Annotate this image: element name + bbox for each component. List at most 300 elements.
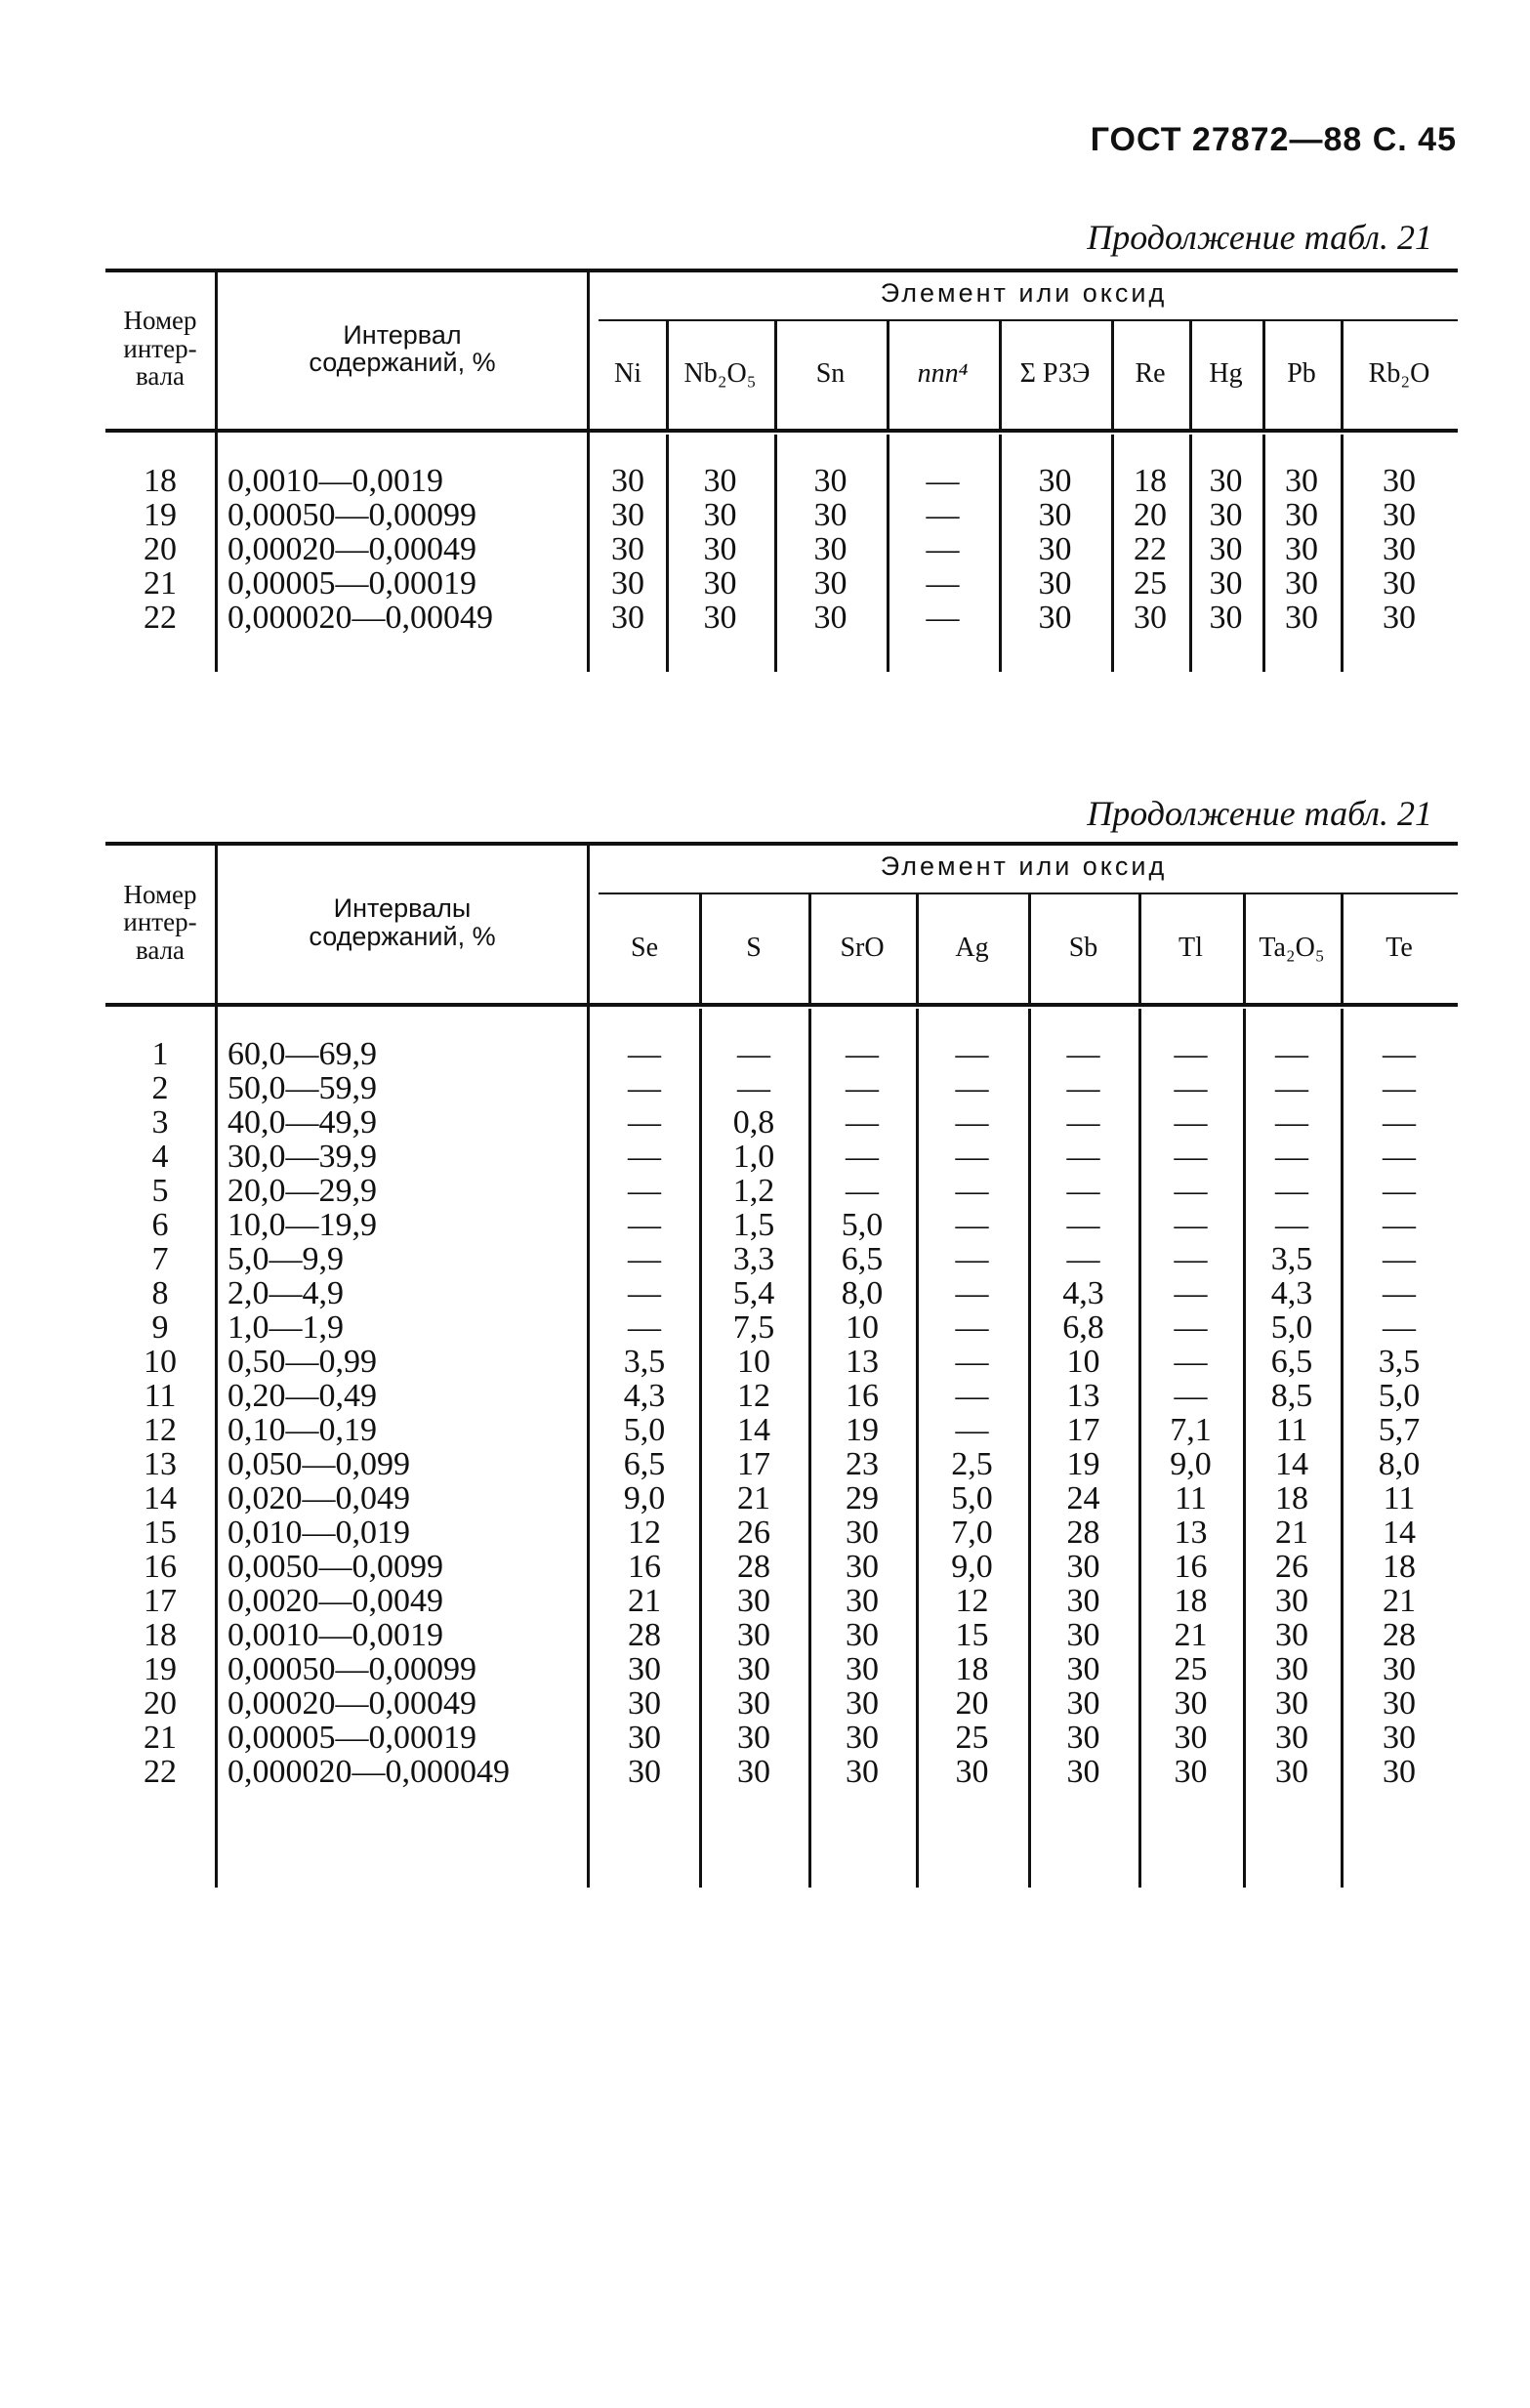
table1 xyxy=(105,269,1458,698)
cell-ag: — xyxy=(955,1207,989,1243)
cell-sro: 10 xyxy=(846,1309,879,1346)
cell-s: 5,4 xyxy=(732,1275,775,1311)
row-range: 0,10—0,19 xyxy=(227,1412,377,1448)
cell-se: 30 xyxy=(628,1651,661,1687)
cell-se: — xyxy=(628,1207,661,1243)
cell-s: 21 xyxy=(737,1480,770,1516)
cell-rb2o: 30 xyxy=(1383,463,1416,499)
cell-hg: 30 xyxy=(1209,600,1243,636)
cell-sro: — xyxy=(846,1070,879,1106)
col-header-element: Ni xyxy=(614,358,641,390)
cell-tl: 7,1 xyxy=(1170,1412,1212,1448)
cell-sro: 30 xyxy=(846,1685,879,1722)
cell-te: 11 xyxy=(1383,1480,1416,1516)
cell-se: 9,0 xyxy=(623,1480,666,1516)
cell-s: 17 xyxy=(737,1446,770,1482)
cell-ag: — xyxy=(955,1412,989,1448)
cell-ag: 18 xyxy=(955,1651,989,1687)
cell-sb: 6,8 xyxy=(1062,1309,1104,1346)
cell-hg: 30 xyxy=(1209,497,1243,533)
cell-te: — xyxy=(1383,1104,1416,1141)
cell-se: 21 xyxy=(628,1583,661,1619)
row-range: 0,0010—0,0019 xyxy=(227,1617,443,1653)
cell-s: 30 xyxy=(737,1651,770,1687)
cell-ag: — xyxy=(955,1275,989,1311)
row-number: 6 xyxy=(151,1207,169,1243)
row-number: 8 xyxy=(151,1275,169,1311)
cell-ta2o5: 30 xyxy=(1275,1685,1308,1722)
cell-ag: — xyxy=(955,1378,989,1414)
row-number: 18 xyxy=(144,463,177,499)
cell-se: — xyxy=(628,1070,661,1106)
cell-sb: — xyxy=(1066,1036,1100,1072)
cell-s: 30 xyxy=(737,1583,770,1619)
row-range: 0,00050—0,00099 xyxy=(227,1651,476,1687)
cell-se: — xyxy=(628,1275,661,1311)
cell-nb2o5: 30 xyxy=(703,600,737,636)
row-number: 7 xyxy=(151,1241,169,1277)
cell-te: 18 xyxy=(1383,1549,1416,1585)
row-range: 0,0020—0,0049 xyxy=(227,1583,443,1619)
cell-sro: 16 xyxy=(846,1378,879,1414)
cell-ppp: — xyxy=(926,600,960,636)
row-range: 0,00050—0,00099 xyxy=(227,497,476,533)
cell-sn: 30 xyxy=(813,600,848,636)
row-range: 0,20—0,49 xyxy=(227,1378,377,1414)
cell-ag: — xyxy=(955,1070,989,1106)
cell-sro: 30 xyxy=(846,1754,879,1790)
cell-sb: 30 xyxy=(1066,1651,1100,1687)
cell-te: 30 xyxy=(1383,1720,1416,1756)
row-range: 0,00020—0,00049 xyxy=(227,1685,476,1722)
cell-ta2o5: — xyxy=(1275,1070,1308,1106)
cell-ni: 30 xyxy=(611,600,644,636)
col-header-element: Se xyxy=(631,932,658,963)
cell-te: 5,0 xyxy=(1378,1378,1421,1414)
cell-te: — xyxy=(1383,1139,1416,1175)
cell-sb: 30 xyxy=(1066,1583,1100,1619)
row-number: 17 xyxy=(144,1583,177,1619)
row-range: 0,00005—0,00019 xyxy=(227,565,476,602)
row-range: 2,0—4,9 xyxy=(227,1275,344,1311)
cell-ni: 30 xyxy=(611,497,644,533)
row-number: 2 xyxy=(151,1070,169,1106)
cell-se: 5,0 xyxy=(623,1412,666,1448)
cell-te: — xyxy=(1383,1275,1416,1311)
cell-sro: 13 xyxy=(846,1344,879,1380)
cell-sum-rze: 30 xyxy=(1038,600,1072,636)
cell-re: 20 xyxy=(1134,497,1167,533)
cell-sro: 23 xyxy=(846,1446,879,1482)
cell-tl: — xyxy=(1174,1173,1208,1209)
cell-tl: — xyxy=(1174,1378,1208,1414)
cell-ppp: — xyxy=(926,531,960,567)
col-header-element: Pb xyxy=(1287,358,1316,390)
cell-pb: 30 xyxy=(1285,565,1318,602)
cell-ag: — xyxy=(955,1344,989,1380)
cell-sro: — xyxy=(846,1104,879,1141)
row-range: 50,0—59,9 xyxy=(227,1070,377,1106)
cell-ag: — xyxy=(955,1036,989,1072)
cell-s: 26 xyxy=(737,1515,770,1551)
cell-te: 3,5 xyxy=(1378,1344,1421,1380)
cell-sb: 30 xyxy=(1066,1685,1100,1722)
row-number: 3 xyxy=(151,1104,169,1141)
cell-nb2o5: 30 xyxy=(703,463,737,499)
cell-sum-rze: 30 xyxy=(1038,531,1072,567)
cell-se: — xyxy=(628,1104,661,1141)
cell-ta2o5: 11 xyxy=(1275,1412,1308,1448)
cell-s: 14 xyxy=(737,1412,770,1448)
cell-ta2o5: 6,5 xyxy=(1270,1344,1313,1380)
row-range: 0,0050—0,0099 xyxy=(227,1549,443,1585)
cell-tl: 11 xyxy=(1175,1480,1207,1516)
cell-sb: — xyxy=(1066,1173,1100,1209)
row-range: 0,000020—0,00049 xyxy=(227,600,493,636)
row-range: 0,00005—0,00019 xyxy=(227,1720,476,1756)
col-header-element: ппп⁴ xyxy=(917,358,969,390)
cell-tl: 25 xyxy=(1174,1651,1208,1687)
cell-se: 12 xyxy=(628,1515,661,1551)
cell-te: — xyxy=(1383,1309,1416,1346)
col-header-element: Ta₂O₅ xyxy=(1259,932,1325,963)
cell-s: 12 xyxy=(737,1378,770,1414)
cell-tl: 30 xyxy=(1174,1685,1208,1722)
col-header-element: Rb₂O xyxy=(1368,358,1430,390)
row-number: 16 xyxy=(144,1549,177,1585)
row-range: 1,0—1,9 xyxy=(227,1309,344,1346)
cell-tl: — xyxy=(1174,1207,1208,1243)
cell-ag: 15 xyxy=(955,1617,989,1653)
row-number: 12 xyxy=(144,1412,177,1448)
cell-sb: 19 xyxy=(1066,1446,1100,1482)
row-number: 11 xyxy=(144,1378,177,1414)
cell-s: 1,5 xyxy=(732,1207,775,1243)
cell-sb: — xyxy=(1066,1139,1100,1175)
cell-sb: 30 xyxy=(1066,1720,1100,1756)
cell-sb: 30 xyxy=(1066,1549,1100,1585)
cell-ag: 7,0 xyxy=(951,1515,993,1551)
cell-ag: — xyxy=(955,1241,989,1277)
row-number: 19 xyxy=(144,1651,177,1687)
cell-ta2o5: 30 xyxy=(1275,1754,1308,1790)
cell-s: 1,2 xyxy=(732,1173,775,1209)
cell-sro: 6,5 xyxy=(841,1241,884,1277)
cell-ta2o5: 8,5 xyxy=(1270,1378,1313,1414)
cell-ag: 25 xyxy=(955,1720,989,1756)
cell-te: — xyxy=(1383,1036,1416,1072)
cell-sro: 19 xyxy=(846,1412,879,1448)
cell-sn: 30 xyxy=(813,531,848,567)
cell-tl: 30 xyxy=(1174,1720,1208,1756)
cell-s: — xyxy=(737,1070,770,1106)
cell-te: 21 xyxy=(1383,1583,1416,1619)
col-header-range: Интервалы содержаний, % xyxy=(309,893,496,951)
cell-hg: 30 xyxy=(1209,531,1243,567)
cell-rb2o: 30 xyxy=(1383,497,1416,533)
row-number: 5 xyxy=(151,1173,169,1209)
row-number: 19 xyxy=(144,497,177,533)
row-number: 4 xyxy=(151,1139,169,1175)
cell-sro: — xyxy=(846,1173,879,1209)
cell-se: 30 xyxy=(628,1754,661,1790)
cell-hg: 30 xyxy=(1209,463,1243,499)
cell-se: — xyxy=(628,1139,661,1175)
cell-nb2o5: 30 xyxy=(703,497,737,533)
row-number: 13 xyxy=(144,1446,177,1482)
row-range: 10,0—19,9 xyxy=(227,1207,377,1243)
cell-tl: 30 xyxy=(1174,1754,1208,1790)
cell-sb: 17 xyxy=(1066,1412,1100,1448)
cell-te: — xyxy=(1383,1241,1416,1277)
cell-ag: — xyxy=(955,1173,989,1209)
cell-ppp: — xyxy=(926,565,960,602)
row-number: 21 xyxy=(144,1720,177,1756)
cell-rb2o: 30 xyxy=(1383,565,1416,602)
col-header-element: Ag xyxy=(955,932,989,963)
row-range: 5,0—9,9 xyxy=(227,1241,344,1277)
cell-sro: 30 xyxy=(846,1617,879,1653)
cell-te: — xyxy=(1383,1173,1416,1209)
cell-s: 10 xyxy=(737,1344,770,1380)
cell-s: 28 xyxy=(737,1549,770,1585)
table2-caption: Продолжение табл. 21 xyxy=(1087,794,1432,833)
cell-sb: 13 xyxy=(1066,1378,1100,1414)
table2 xyxy=(105,842,1458,1891)
cell-te: — xyxy=(1383,1207,1416,1243)
cell-s: 30 xyxy=(737,1754,770,1790)
cell-ta2o5: — xyxy=(1275,1207,1308,1243)
row-range: 40,0—49,9 xyxy=(227,1104,377,1141)
cell-sb: — xyxy=(1066,1207,1100,1243)
row-range: 0,0010—0,0019 xyxy=(227,463,443,499)
cell-ag: 12 xyxy=(955,1583,989,1619)
cell-pb: 30 xyxy=(1285,463,1318,499)
cell-te: — xyxy=(1383,1070,1416,1106)
row-range: 30,0—39,9 xyxy=(227,1139,377,1175)
cell-ta2o5: 3,5 xyxy=(1270,1241,1313,1277)
col-header-element: Σ РЗЭ xyxy=(1019,358,1091,390)
cell-re: 22 xyxy=(1134,531,1167,567)
cell-ta2o5: 26 xyxy=(1275,1549,1308,1585)
cell-s: 30 xyxy=(737,1720,770,1756)
cell-sum-rze: 30 xyxy=(1038,497,1072,533)
cell-tl: — xyxy=(1174,1309,1208,1346)
cell-sb: 24 xyxy=(1066,1480,1100,1516)
page-header: ГОСТ 27872—88 С. 45 xyxy=(1090,121,1457,158)
col-header-element: Tl xyxy=(1179,932,1203,963)
cell-nb2o5: 30 xyxy=(703,565,737,602)
cell-te: 28 xyxy=(1383,1617,1416,1653)
cell-sb: 28 xyxy=(1066,1515,1100,1551)
cell-sb: — xyxy=(1066,1070,1100,1106)
table1-caption: Продолжение табл. 21 xyxy=(1087,218,1432,257)
cell-tl: 21 xyxy=(1174,1617,1208,1653)
cell-sum-rze: 30 xyxy=(1038,463,1072,499)
cell-ppp: — xyxy=(926,497,960,533)
cell-ta2o5: 5,0 xyxy=(1270,1309,1313,1346)
cell-ta2o5: — xyxy=(1275,1139,1308,1175)
cell-ag: 20 xyxy=(955,1685,989,1722)
cell-se: — xyxy=(628,1036,661,1072)
col-header-range: Интервал содержаний, % xyxy=(309,319,496,377)
cell-ag: 2,5 xyxy=(951,1446,993,1482)
cell-sb: — xyxy=(1066,1241,1100,1277)
cell-re: 18 xyxy=(1134,463,1167,499)
cell-ag: — xyxy=(955,1309,989,1346)
cell-se: 28 xyxy=(628,1617,661,1653)
cell-s: 7,5 xyxy=(732,1309,775,1346)
row-range: 60,0—69,9 xyxy=(227,1036,377,1072)
cell-ag: — xyxy=(955,1104,989,1141)
col-header-element: SrO xyxy=(840,932,885,963)
cell-ta2o5: 30 xyxy=(1275,1583,1308,1619)
cell-ta2o5: 18 xyxy=(1275,1480,1308,1516)
cell-te: 30 xyxy=(1383,1651,1416,1687)
cell-sb: 10 xyxy=(1066,1344,1100,1380)
cell-sro: 30 xyxy=(846,1651,879,1687)
cell-tl: 16 xyxy=(1174,1549,1208,1585)
row-number: 18 xyxy=(144,1617,177,1653)
cell-tl: 18 xyxy=(1174,1583,1208,1619)
cell-tl: — xyxy=(1174,1070,1208,1106)
cell-sro: 29 xyxy=(846,1480,879,1516)
cell-rb2o: 30 xyxy=(1383,600,1416,636)
col-header-number: Номер интер- вала xyxy=(123,306,197,392)
cell-s: 0,8 xyxy=(732,1104,775,1141)
col-header-element: Sn xyxy=(815,358,846,390)
row-number: 10 xyxy=(144,1344,177,1380)
cell-te: 14 xyxy=(1383,1515,1416,1551)
cell-s: 30 xyxy=(737,1617,770,1653)
row-range: 0,010—0,019 xyxy=(227,1515,410,1551)
row-range: 0,000020—0,000049 xyxy=(227,1754,510,1790)
row-number: 20 xyxy=(144,1685,177,1722)
row-number: 1 xyxy=(151,1036,169,1072)
cell-pb: 30 xyxy=(1285,531,1318,567)
row-range: 20,0—29,9 xyxy=(227,1173,377,1209)
row-number: 21 xyxy=(144,565,177,602)
cell-se: 3,5 xyxy=(623,1344,666,1380)
cell-tl: — xyxy=(1174,1104,1208,1141)
cell-ni: 30 xyxy=(611,463,644,499)
cell-sn: 30 xyxy=(813,463,848,499)
col-header-element: Te xyxy=(1385,932,1413,963)
cell-ta2o5: 30 xyxy=(1275,1720,1308,1756)
cell-sro: — xyxy=(846,1036,879,1072)
cell-sn: 30 xyxy=(813,565,848,602)
col-header-element: Sb xyxy=(1068,932,1098,963)
cell-ta2o5: 30 xyxy=(1275,1617,1308,1653)
cell-se: 30 xyxy=(628,1685,661,1722)
row-range: 0,050—0,099 xyxy=(227,1446,410,1482)
cell-tl: — xyxy=(1174,1139,1208,1175)
row-number: 9 xyxy=(151,1309,169,1346)
cell-ni: 30 xyxy=(611,565,644,602)
col-header-number: Номер интер- вала xyxy=(123,879,197,965)
col-header-element: Nb₂O₅ xyxy=(683,358,757,390)
cell-sro: 30 xyxy=(846,1549,879,1585)
cell-sro: 30 xyxy=(846,1583,879,1619)
cell-sro: — xyxy=(846,1139,879,1175)
cell-se: 4,3 xyxy=(623,1378,666,1414)
cell-sro: 5,0 xyxy=(841,1207,884,1243)
cell-ni: 30 xyxy=(611,531,644,567)
cell-sb: — xyxy=(1066,1104,1100,1141)
cell-sb: 30 xyxy=(1066,1754,1100,1790)
cell-se: 30 xyxy=(628,1720,661,1756)
group-header-elements: Элемент или оксид xyxy=(880,278,1168,308)
cell-pb: 30 xyxy=(1285,497,1318,533)
cell-s: — xyxy=(737,1036,770,1072)
col-header-element: S xyxy=(746,932,762,963)
cell-sb: 4,3 xyxy=(1062,1275,1104,1311)
row-range: 0,00020—0,00049 xyxy=(227,531,476,567)
cell-sum-rze: 30 xyxy=(1038,565,1072,602)
cell-te: 5,7 xyxy=(1378,1412,1421,1448)
cell-tl: — xyxy=(1174,1036,1208,1072)
cell-se: 6,5 xyxy=(623,1446,666,1482)
cell-hg: 30 xyxy=(1209,565,1243,602)
cell-ta2o5: — xyxy=(1275,1104,1308,1141)
cell-s: 3,3 xyxy=(732,1241,775,1277)
cell-tl: — xyxy=(1174,1241,1208,1277)
cell-sro: 8,0 xyxy=(841,1275,884,1311)
cell-rb2o: 30 xyxy=(1383,531,1416,567)
cell-ag: 30 xyxy=(955,1754,989,1790)
cell-se: — xyxy=(628,1173,661,1209)
cell-pb: 30 xyxy=(1285,600,1318,636)
cell-te: 30 xyxy=(1383,1754,1416,1790)
cell-ta2o5: 30 xyxy=(1275,1651,1308,1687)
col-header-element: Re xyxy=(1135,358,1166,390)
cell-ppp: — xyxy=(926,463,960,499)
cell-sro: 30 xyxy=(846,1720,879,1756)
cell-ta2o5: — xyxy=(1275,1036,1308,1072)
cell-tl: 13 xyxy=(1174,1515,1208,1551)
cell-re: 30 xyxy=(1134,600,1167,636)
cell-se: 16 xyxy=(628,1549,661,1585)
cell-ag: — xyxy=(955,1139,989,1175)
cell-tl: 9,0 xyxy=(1170,1446,1212,1482)
cell-tl: — xyxy=(1174,1344,1208,1380)
row-number: 20 xyxy=(144,531,177,567)
cell-ta2o5: 14 xyxy=(1275,1446,1308,1482)
cell-sb: 30 xyxy=(1066,1617,1100,1653)
row-number: 22 xyxy=(144,1754,177,1790)
cell-ag: 5,0 xyxy=(951,1480,993,1516)
cell-ta2o5: 4,3 xyxy=(1270,1275,1313,1311)
cell-se: — xyxy=(628,1309,661,1346)
cell-se: — xyxy=(628,1241,661,1277)
cell-sro: 30 xyxy=(846,1515,879,1551)
cell-re: 25 xyxy=(1134,565,1167,602)
cell-nb2o5: 30 xyxy=(703,531,737,567)
row-number: 15 xyxy=(144,1515,177,1551)
col-header-element: Hg xyxy=(1209,358,1243,390)
cell-te: 8,0 xyxy=(1378,1446,1421,1482)
cell-sn: 30 xyxy=(813,497,848,533)
group-header-elements: Элемент или оксид xyxy=(880,851,1168,881)
cell-tl: — xyxy=(1174,1275,1208,1311)
cell-te: 30 xyxy=(1383,1685,1416,1722)
cell-ta2o5: 21 xyxy=(1275,1515,1308,1551)
cell-s: 1,0 xyxy=(732,1139,775,1175)
cell-ta2o5: — xyxy=(1275,1173,1308,1209)
row-range: 0,50—0,99 xyxy=(227,1344,377,1380)
cell-ag: 9,0 xyxy=(951,1549,993,1585)
row-number: 22 xyxy=(144,600,177,636)
